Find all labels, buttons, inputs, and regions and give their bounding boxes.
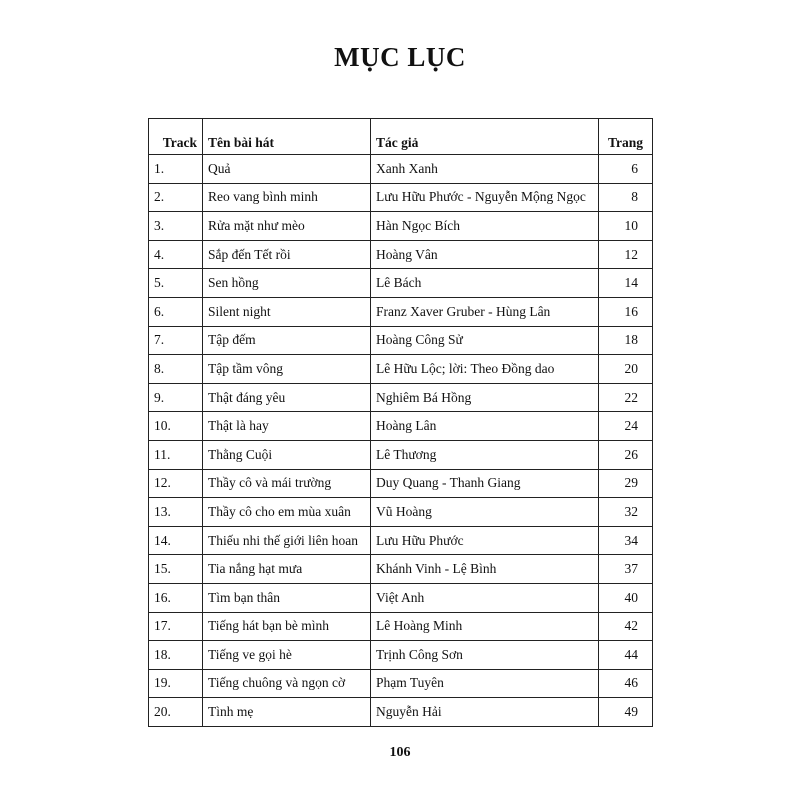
table-row — [149, 498, 653, 527]
table-row — [149, 526, 653, 555]
table-row — [149, 240, 653, 269]
cell-track: 9. — [149, 383, 203, 412]
table-row — [149, 383, 653, 412]
cell-song-title: Thầy cô cho em mùa xuân — [203, 498, 371, 527]
header-author: Tác giả — [371, 119, 599, 155]
table-row — [149, 269, 653, 298]
cell-song-title: Tình mẹ — [203, 698, 371, 727]
cell-page: 44 — [599, 641, 653, 670]
cell-author: Hoàng Lân — [371, 412, 599, 441]
cell-author: Nghiêm Bá Hồng — [371, 383, 599, 412]
cell-song-title: Tập tầm vông — [203, 355, 371, 384]
cell-track: 6. — [149, 297, 203, 326]
cell-page: 6 — [599, 155, 653, 184]
cell-song-title: Tiếng hát bạn bè mình — [203, 612, 371, 641]
cell-page: 49 — [599, 698, 653, 727]
toc-table — [148, 118, 653, 727]
table-row — [149, 669, 653, 698]
cell-page: 29 — [599, 469, 653, 498]
cell-song-title: Thiếu nhi thế giới liên hoan — [203, 526, 371, 555]
cell-track: 16. — [149, 583, 203, 612]
cell-track: 12. — [149, 469, 203, 498]
table-header-row — [149, 119, 653, 155]
cell-track: 19. — [149, 669, 203, 698]
cell-song-title: Rửa mặt như mèo — [203, 212, 371, 241]
table-row — [149, 555, 653, 584]
cell-track: 15. — [149, 555, 203, 584]
cell-author: Lưu Hữu Phước - Nguyễn Mộng Ngọc — [371, 183, 599, 212]
cell-track: 1. — [149, 155, 203, 184]
cell-author: Hàn Ngọc Bích — [371, 212, 599, 241]
cell-page: 46 — [599, 669, 653, 698]
page-title: MỤC LỤC — [334, 42, 466, 72]
table-row — [149, 155, 653, 184]
cell-song-title: Tập đếm — [203, 326, 371, 355]
cell-author: Lê Thương — [371, 440, 599, 469]
cell-page: 22 — [599, 383, 653, 412]
cell-page: 18 — [599, 326, 653, 355]
cell-author: Hoàng Công Sử — [371, 326, 599, 355]
cell-song-title: Thật là hay — [203, 412, 371, 441]
cell-track: 14. — [149, 526, 203, 555]
cell-author: Franz Xaver Gruber - Hùng Lân — [371, 297, 599, 326]
cell-song-title: Quả — [203, 155, 371, 184]
cell-page: 34 — [599, 526, 653, 555]
cell-song-title: Thật đáng yêu — [203, 383, 371, 412]
table-row — [149, 212, 653, 241]
header-page: Trang — [599, 119, 653, 155]
header-track: Track — [149, 119, 203, 155]
table-row — [149, 183, 653, 212]
cell-page: 42 — [599, 612, 653, 641]
cell-page: 10 — [599, 212, 653, 241]
cell-page: 32 — [599, 498, 653, 527]
cell-track: 13. — [149, 498, 203, 527]
page-number: 106 — [389, 745, 411, 760]
cell-track: 2. — [149, 183, 203, 212]
cell-page: 12 — [599, 240, 653, 269]
cell-track: 3. — [149, 212, 203, 241]
cell-author: Lưu Hữu Phước — [371, 526, 599, 555]
cell-author: Vũ Hoàng — [371, 498, 599, 527]
cell-track: 8. — [149, 355, 203, 384]
table-row — [149, 412, 653, 441]
cell-track: 4. — [149, 240, 203, 269]
cell-song-title: Tia nắng hạt mưa — [203, 555, 371, 584]
cell-page: 40 — [599, 583, 653, 612]
cell-song-title: Tiếng ve gọi hè — [203, 641, 371, 670]
cell-page: 37 — [599, 555, 653, 584]
cell-track: 20. — [149, 698, 203, 727]
cell-track: 17. — [149, 612, 203, 641]
table-row — [149, 297, 653, 326]
cell-page: 14 — [599, 269, 653, 298]
cell-song-title: Tiếng chuông và ngọn cờ — [203, 669, 371, 698]
table-row — [149, 612, 653, 641]
table-body — [149, 155, 653, 727]
cell-song-title: Silent night — [203, 297, 371, 326]
table-row — [149, 641, 653, 670]
cell-track: 5. — [149, 269, 203, 298]
table-row — [149, 440, 653, 469]
cell-author: Lê Hoàng Minh — [371, 612, 599, 641]
cell-author: Xanh Xanh — [371, 155, 599, 184]
cell-song-title: Reo vang bình minh — [203, 183, 371, 212]
table-row — [149, 583, 653, 612]
cell-track: 11. — [149, 440, 203, 469]
cell-author: Trịnh Công Sơn — [371, 641, 599, 670]
cell-author: Lê Bách — [371, 269, 599, 298]
cell-track: 18. — [149, 641, 203, 670]
cell-song-title: Sen hồng — [203, 269, 371, 298]
cell-author: Việt Anh — [371, 583, 599, 612]
cell-song-title: Tìm bạn thân — [203, 583, 371, 612]
table-row — [149, 355, 653, 384]
cell-page: 20 — [599, 355, 653, 384]
cell-author: Khánh Vinh - Lệ Bình — [371, 555, 599, 584]
cell-track: 10. — [149, 412, 203, 441]
cell-page: 16 — [599, 297, 653, 326]
cell-author: Hoàng Vân — [371, 240, 599, 269]
cell-author: Phạm Tuyên — [371, 669, 599, 698]
table-row — [149, 469, 653, 498]
cell-track: 7. — [149, 326, 203, 355]
cell-page: 26 — [599, 440, 653, 469]
table-row — [149, 698, 653, 727]
cell-author: Nguyễn Hải — [371, 698, 599, 727]
cell-song-title: Thằng Cuội — [203, 440, 371, 469]
cell-song-title: Thầy cô và mái trường — [203, 469, 371, 498]
cell-author: Lê Hữu Lộc; lời: Theo Đồng dao — [371, 355, 599, 384]
table-row — [149, 326, 653, 355]
cell-song-title: Sắp đến Tết rồi — [203, 240, 371, 269]
header-song-title: Tên bài hát — [203, 119, 371, 155]
cell-page: 24 — [599, 412, 653, 441]
cell-page: 8 — [599, 183, 653, 212]
cell-author: Duy Quang - Thanh Giang — [371, 469, 599, 498]
